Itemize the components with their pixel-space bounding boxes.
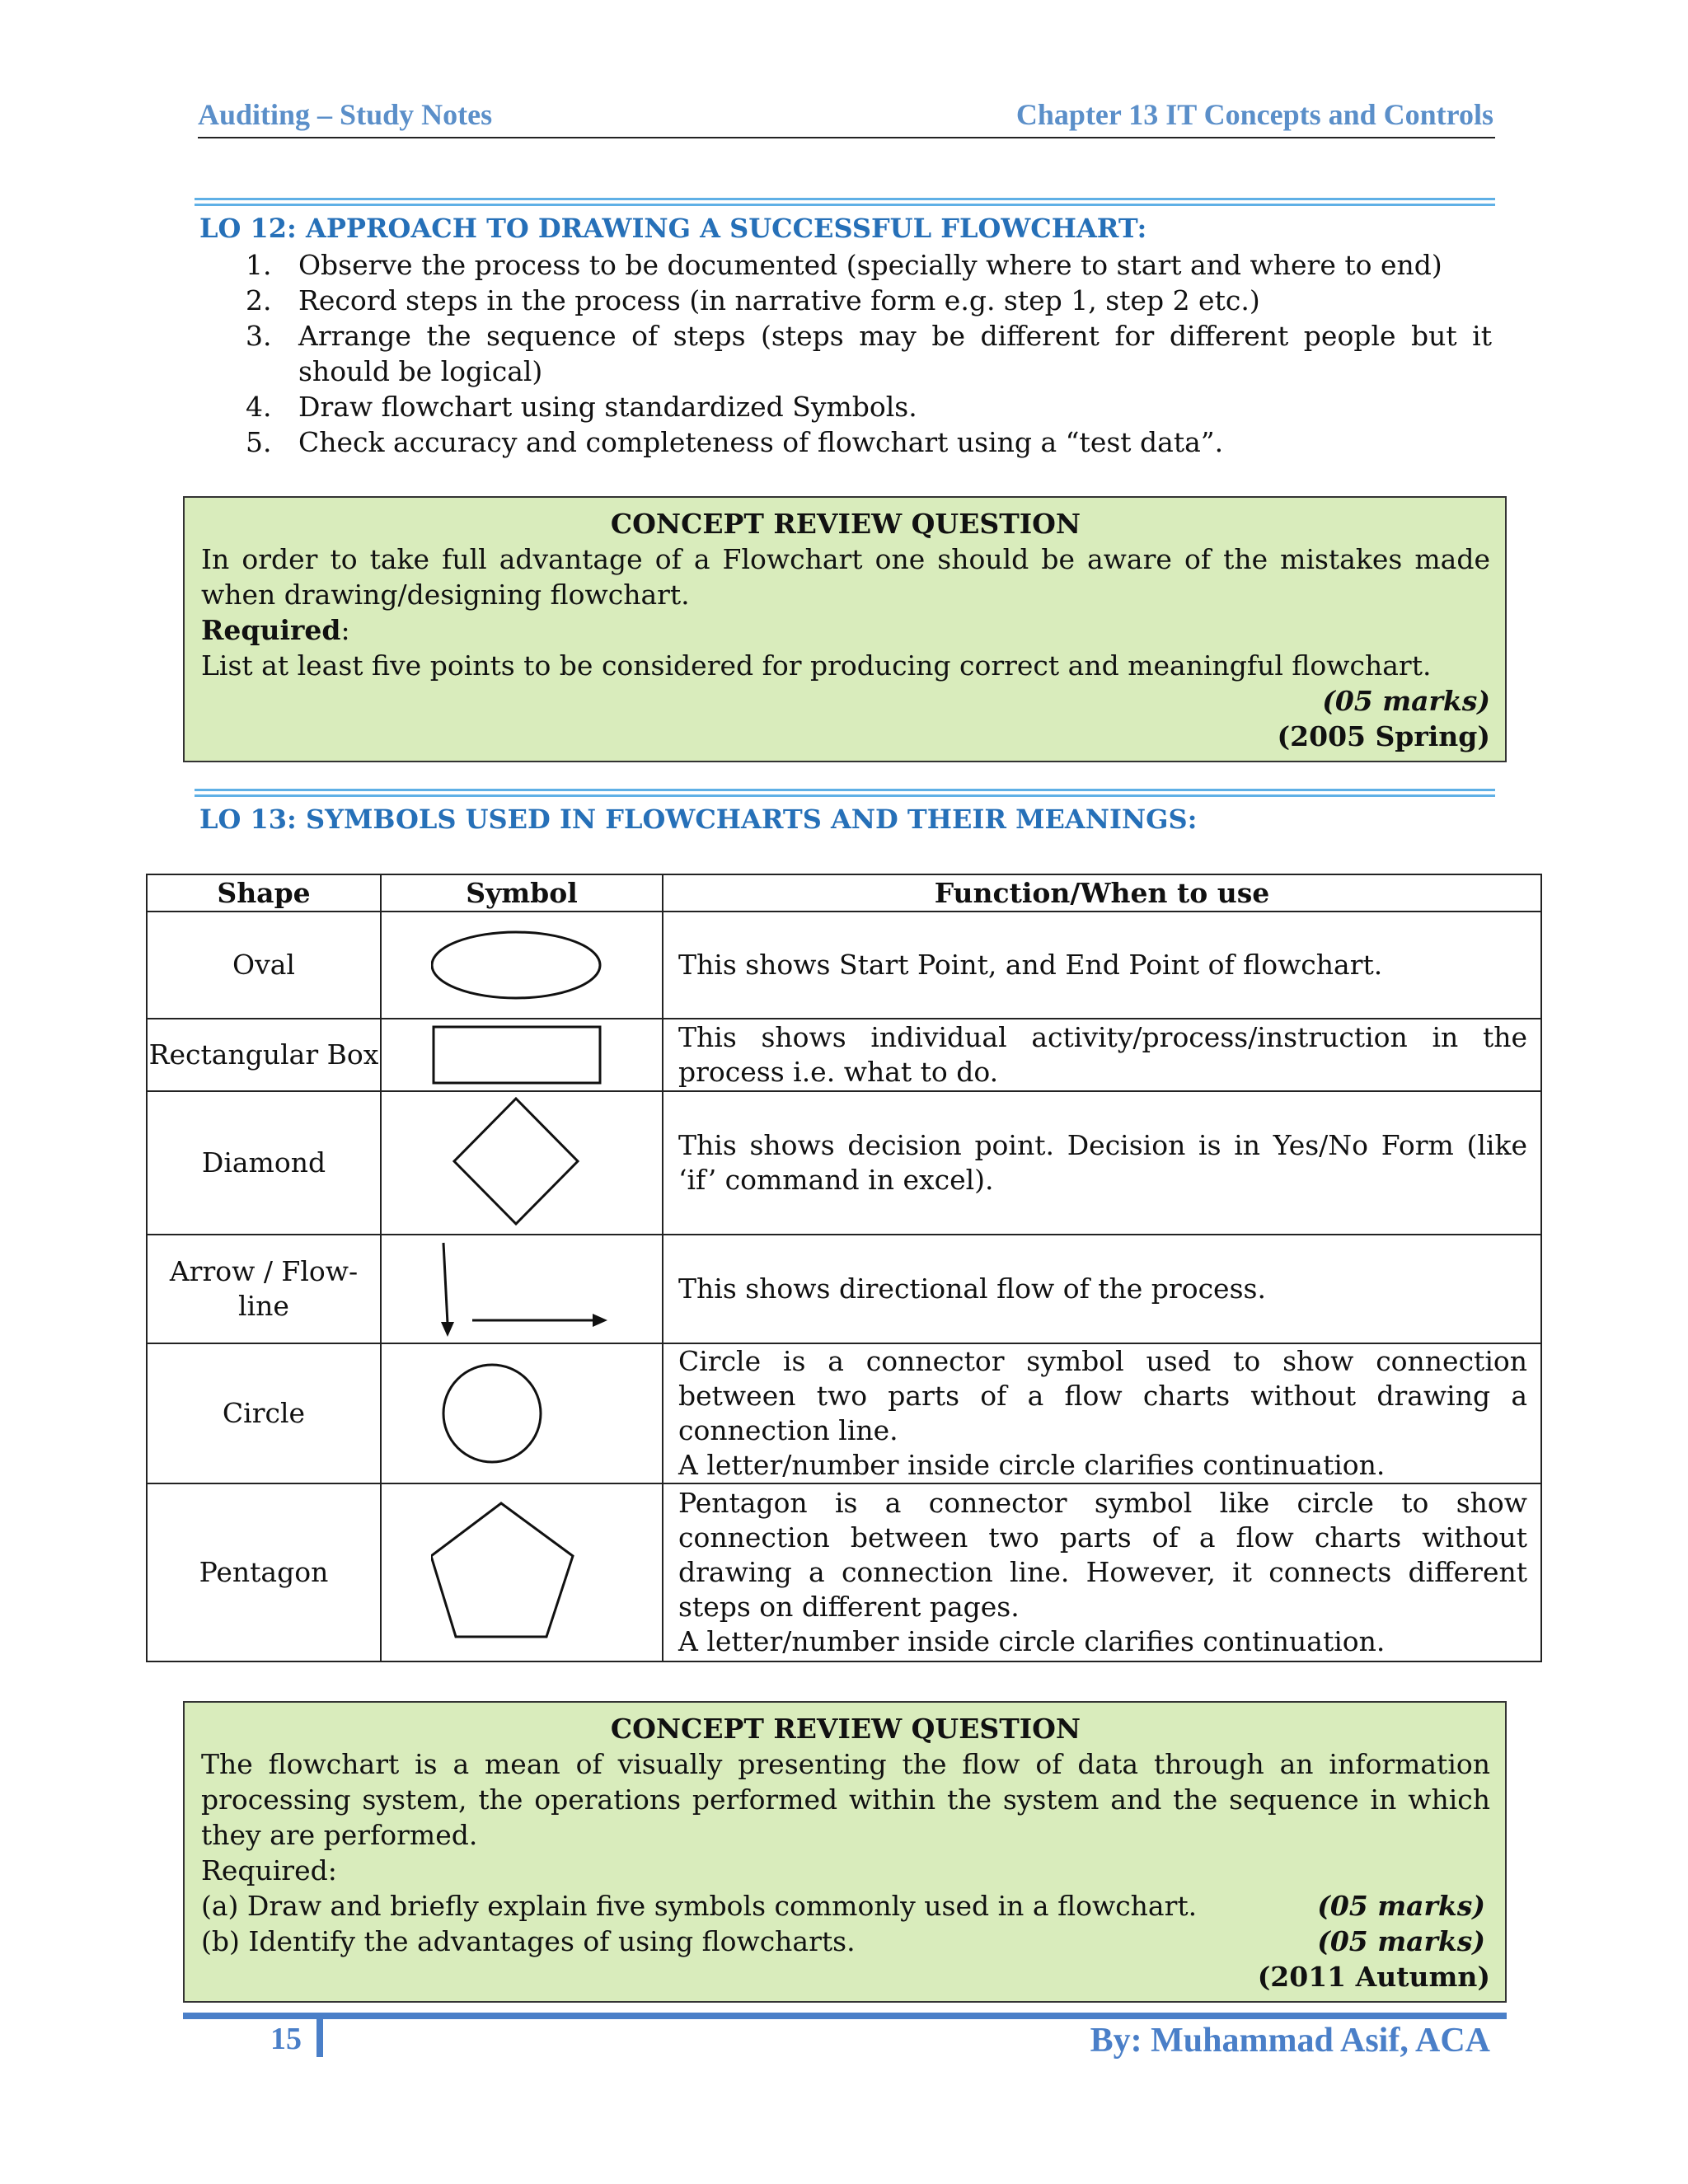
function-line: A letter/number inside circle clarifies continuation.	[678, 1625, 1386, 1657]
header-divider	[198, 137, 1495, 138]
required-line: Required:	[201, 1854, 337, 1886]
lo12-steps-list	[246, 247, 1492, 460]
step-text: Check accuracy and completeness of flowchart using a “test data”.	[298, 426, 1224, 458]
column-header-function: Function/When to use	[663, 874, 1541, 912]
function-line: This shows Start Point, and End Point of flowchart.	[678, 949, 1383, 981]
question-body: In order to take full advantage of a Flowchart one should be aware of the mistakes made when drawing/designing flowchart.	[201, 543, 1490, 611]
step-text: Arrange the sequence of steps (steps may be different for different people but it should be logical)	[298, 320, 1492, 387]
footer-author: By: Muhammad Asif, ACA	[1090, 2022, 1490, 2060]
table-row	[147, 1019, 1541, 1091]
question-part-b	[201, 1924, 1490, 1959]
step-number: 2.	[246, 284, 272, 316]
question-session: (2005 Spring)	[1277, 720, 1490, 752]
header-doc-title: Auditing – Study Notes	[198, 98, 493, 131]
shape-name: Pentagon	[147, 1483, 381, 1661]
lo12-heading: LO 12: APPROACH TO DRAWING A SUCCESSFUL FLOWCHART:	[199, 213, 1147, 244]
required-line	[201, 612, 1490, 648]
pentagon-symbol-icon	[381, 1483, 663, 1661]
function-text	[663, 1019, 1541, 1091]
question-session: (2011 Autumn)	[1257, 1961, 1490, 1993]
step-number: 3.	[246, 320, 272, 352]
question-body: The flowchart is a mean of visually presenting the flow of data through an information processing system, the operations performed within the system and the sequence in which they are performed.	[201, 1748, 1490, 1851]
shape-name: Rectangular Box	[147, 1019, 381, 1091]
part-text: (b) Identify the advantages of using flowcharts.	[201, 1925, 856, 1957]
concept-review-box-2	[183, 1701, 1507, 2003]
section-divider	[195, 789, 1495, 797]
function-text	[663, 912, 1541, 1019]
function-line: Pentagon is a connector symbol like circle to show connection between two parts of a flow charts without drawing a connection line. However, it connects different steps on different pages.	[678, 1487, 1527, 1623]
function-text	[663, 1483, 1541, 1661]
question-task: List at least five points to be considered for producing correct and meaningful flowchart.	[201, 649, 1432, 682]
circle-symbol-icon	[381, 1343, 663, 1483]
question-marks: (05 marks)	[1322, 685, 1490, 717]
question-title: CONCEPT REVIEW QUESTION	[610, 508, 1081, 540]
required-colon: :	[340, 614, 350, 646]
list-item	[246, 424, 1492, 460]
shape-name: Circle	[147, 1343, 381, 1483]
concept-review-box-1	[183, 496, 1507, 762]
step-number: 5.	[246, 426, 272, 458]
part-marks: (05 marks)	[1317, 1890, 1485, 1922]
function-text	[663, 1091, 1541, 1235]
function-line: A letter/number inside circle clarifies continuation.	[678, 1449, 1386, 1481]
shape-name: Diamond	[147, 1091, 381, 1235]
list-item	[246, 318, 1492, 389]
symbols-table	[146, 874, 1542, 1662]
part-text: (a) Draw and briefly explain five symbols commonly used in a flowchart.	[201, 1890, 1198, 1922]
page-number: 15	[270, 2022, 302, 2056]
function-line: This shows decision point. Decision is in Yes/No Form (like ‘if’ command in excel).	[678, 1129, 1527, 1196]
function-line: This shows individual activity/process/instruction in the process i.e. what to do.	[678, 1021, 1527, 1088]
function-line: This shows directional flow of the process.	[678, 1272, 1266, 1305]
step-text: Observe the process to be documented (specially where to start and where to end)	[298, 249, 1442, 281]
list-item	[246, 247, 1492, 283]
function-text	[663, 1235, 1541, 1343]
required-label: Required	[201, 614, 341, 646]
footer-divider	[183, 2013, 1507, 2019]
shape-name: Arrow / Flow-line	[147, 1235, 381, 1343]
column-header-shape: Shape	[147, 874, 381, 912]
function-text	[663, 1343, 1541, 1483]
step-number: 4.	[246, 391, 272, 423]
header-chapter-title: Chapter 13 IT Concepts and Controls	[1015, 98, 1493, 131]
step-text: Record steps in the process (in narrative form e.g. step 1, step 2 etc.)	[298, 284, 1260, 316]
list-item	[246, 283, 1492, 318]
step-text: Draw flowchart using standardized Symbols.	[298, 391, 917, 423]
part-marks: (05 marks)	[1317, 1925, 1485, 1957]
list-item	[246, 389, 1492, 424]
question-title: CONCEPT REVIEW QUESTION	[610, 1713, 1081, 1745]
table-header-row	[147, 874, 1541, 912]
oval-symbol-icon	[381, 912, 663, 1019]
rectangle-symbol-icon	[381, 1019, 663, 1091]
shape-name: Oval	[147, 912, 381, 1019]
table-row	[147, 1483, 1541, 1661]
section-divider	[195, 198, 1495, 206]
table-row	[147, 1091, 1541, 1235]
question-part-a	[201, 1888, 1490, 1924]
footer-page-marker	[316, 2013, 323, 2057]
table-row	[147, 1235, 1541, 1343]
column-header-symbol: Symbol	[381, 874, 663, 912]
lo13-heading: LO 13: SYMBOLS USED IN FLOWCHARTS AND THEIR MEANINGS:	[199, 804, 1198, 835]
function-line: Circle is a connector symbol used to show connection between two parts of a flow charts without drawing a connection line.	[678, 1345, 1527, 1446]
step-number: 1.	[246, 249, 272, 281]
table-row	[147, 1343, 1541, 1483]
diamond-symbol-icon	[381, 1091, 663, 1235]
arrow-symbol-icon	[381, 1235, 663, 1343]
table-row	[147, 912, 1541, 1019]
